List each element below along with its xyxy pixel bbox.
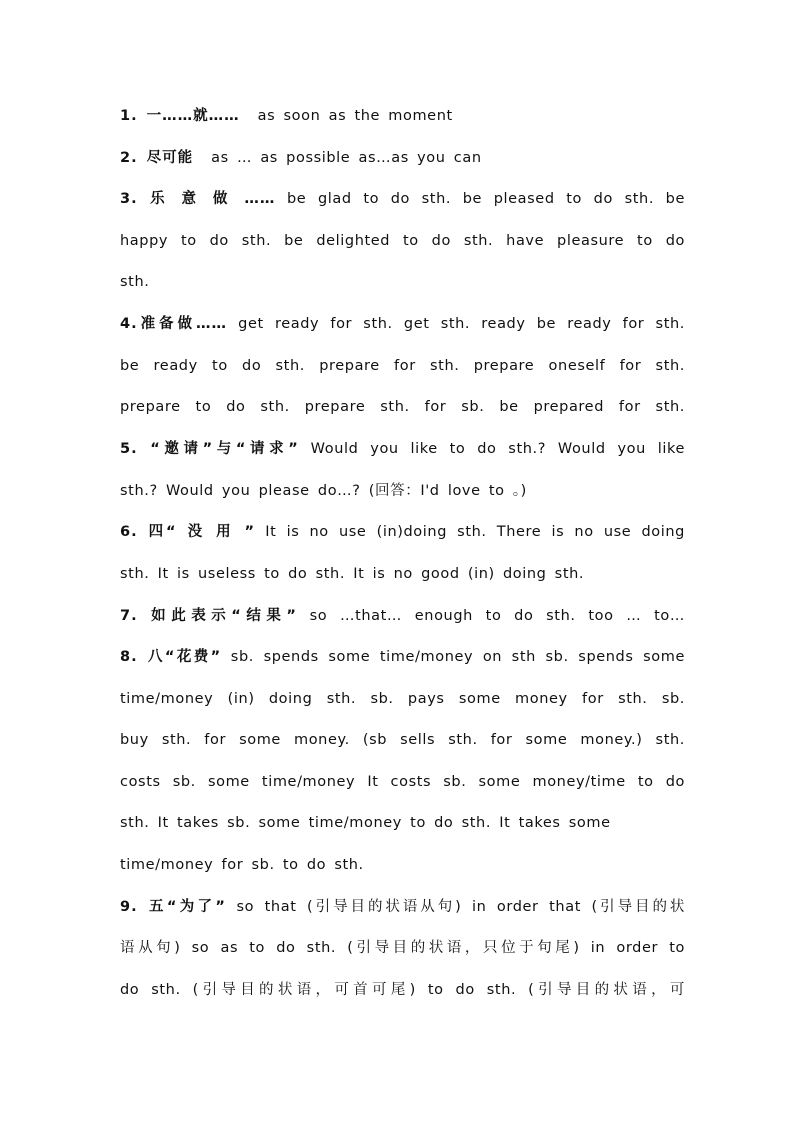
item-5 (120, 439, 685, 459)
item-heading: 8. 八“花费” (120, 649, 222, 665)
item-text: so …that… enough to do sth. too … to… (309, 608, 685, 624)
item-heading: 9. 五“为了” (120, 899, 226, 915)
item-3 (120, 189, 685, 209)
text-line: happy to do sth. be delighted to do sth. have pleasure to do (120, 233, 685, 249)
item-2 (120, 148, 685, 168)
text-line: buy sth. for some money. (sb sells sth. for some money.) sth. (120, 732, 685, 748)
item-text: as soon as the moment (257, 108, 453, 124)
text-line: prepare to do sth. prepare sth. for sb. be prepared for sth. (120, 399, 685, 415)
item-text: as … as possible as…as you can (211, 150, 482, 166)
text-line: time/money (in) doing sth. sb. pays some money for sth. sb. (120, 691, 685, 707)
item-heading: 4.准备做…… (120, 316, 227, 332)
item-heading: 3. 乐 意 做 …… (120, 191, 276, 207)
item-8 (120, 647, 685, 667)
item-4 (120, 314, 685, 334)
item-text: Would you like to do sth.? Would you like (310, 441, 685, 457)
item-heading: 2. 尽可能 (120, 150, 194, 166)
item-text: so that (引导目的状语从句) in order that (引导目的状 (236, 899, 685, 915)
item-text: get ready for sth. get sth. ready be ready for sth. (238, 316, 685, 332)
text-line: sth. (120, 274, 150, 290)
item-1 (120, 106, 685, 126)
text-line: do sth. (引导目的状语，可首可尾) to do sth. (引导目的状语，可 (120, 982, 685, 998)
text-line: sth.? Would you please do…? (回答：I'd love to 。) (120, 483, 527, 499)
item-heading: 1. 一……就…… (120, 108, 240, 124)
item-heading: 6. 四“ 没 用 ” (120, 524, 256, 540)
item-9 (120, 897, 685, 917)
item-7 (120, 606, 685, 626)
text-line: sth. It takes sb. some time/money to do sth. It takes some (120, 815, 611, 831)
item-heading: 7. 如此表示“结果” (120, 608, 297, 624)
item-text: It is no use (in)doing sth. There is no use doing (265, 524, 685, 540)
text-line: costs sb. some time/money It costs sb. some money/time to do (120, 774, 685, 790)
item-text: be glad to do sth. be pleased to do sth. be (287, 191, 685, 207)
text-line: time/money for sb. to do sth. (120, 857, 364, 873)
item-6 (120, 522, 685, 542)
item-text: sb. spends some time/money on sth sb. spends some (230, 649, 685, 665)
text-line: be ready to do sth. prepare for sth. prepare oneself for sth. (120, 358, 685, 374)
item-heading: 5. “邀请”与“请求” (120, 441, 299, 457)
text-line: sth. It is useless to do sth. It is no good (in) doing sth. (120, 566, 585, 582)
text-line: 语从句) so as to do sth. (引导目的状语，只位于句尾) in order to (120, 940, 685, 956)
